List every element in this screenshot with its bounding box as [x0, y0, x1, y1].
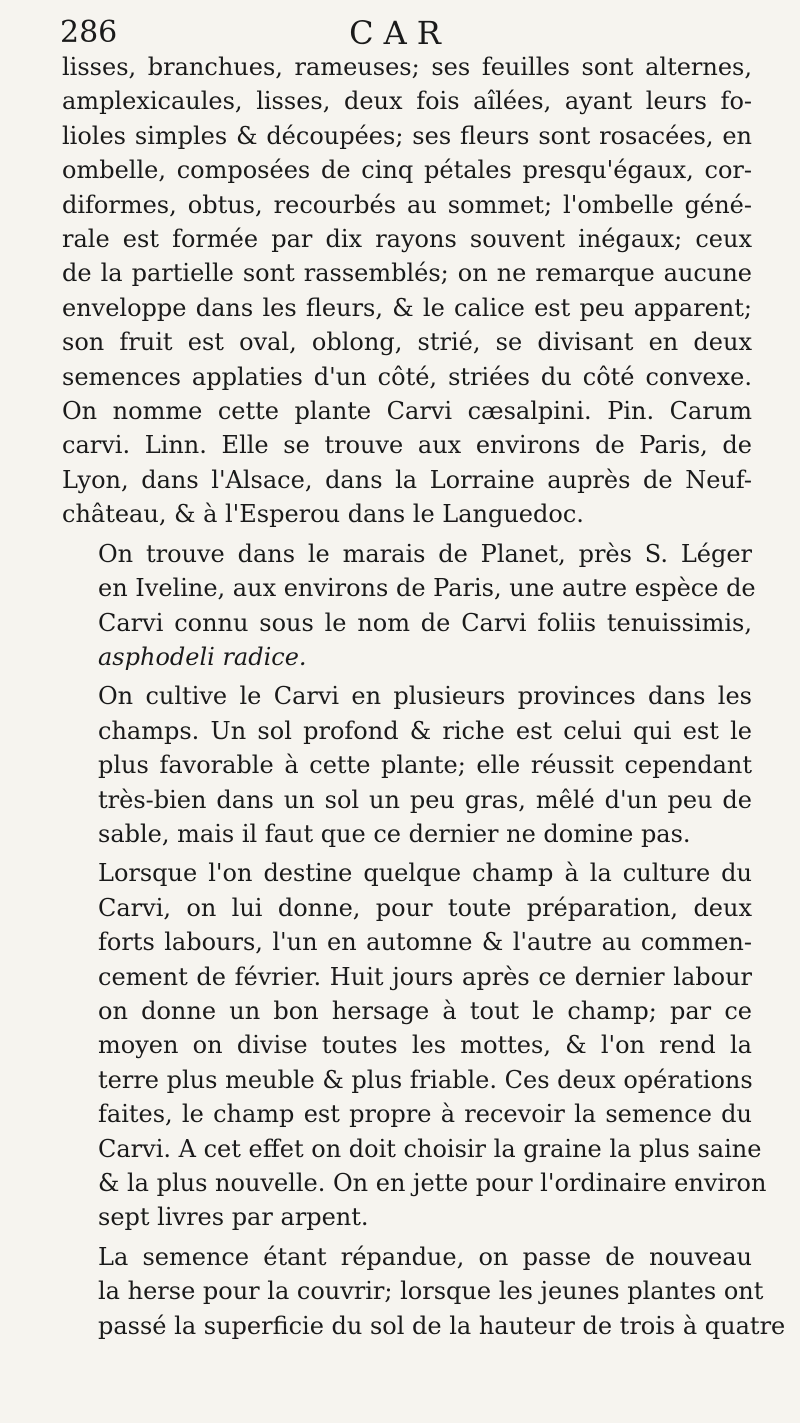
text-line: terre plus meuble & plus friable. Ces deux opérations: [98, 1065, 753, 1094]
text-line: plus favorable à cette plante; elle réussit cependant: [98, 751, 752, 780]
text-line: On nomme cette plante Carvi cæsalpini. Pin. Carum: [62, 397, 752, 426]
text-line: en Iveline, aux environs de Paris, une autre espèce de: [98, 574, 756, 603]
text-line: sable, mais il faut que ce dernier ne domine pas.: [98, 819, 691, 848]
page-number: 286: [60, 15, 118, 50]
text-line: diformes, obtus, recourbés au sommet; l'ombelle géné-: [62, 190, 752, 219]
text-line: Carvi, on lui donne, pour toute préparation, deux: [98, 893, 752, 922]
text-line: Lyon, dans l'Alsace, dans la Lorraine auprès de Neuf-: [62, 465, 752, 494]
paragraph-1: [62, 50, 752, 532]
running-head: CAR: [349, 14, 451, 52]
text-line: champs. Un sol profond & riche est celui qui est le: [98, 716, 752, 745]
text-line: faites, le champ est propre à recevoir la semence du: [98, 1100, 752, 1129]
text-line: château, & à l'Esperou dans le Languedoc.: [62, 500, 584, 529]
paragraph-2: [62, 537, 756, 675]
page-header: [0, 14, 800, 54]
paragraph-5: [62, 1240, 786, 1343]
text-line: carvi. Linn. Elle se trouve aux environs de Paris, de: [62, 431, 752, 460]
text-line: forts labours, l'un en automne & l'autre au commen-: [98, 928, 752, 957]
text-line: semences applaties d'un côté, striées du côté convexe.: [62, 362, 752, 391]
text-line: amplexicaules, lisses, deux fois aîlées, ayant leurs fo-: [62, 87, 752, 116]
text-line: Carvi connu sous le nom de Carvi foliis tenuissimis,: [98, 608, 752, 637]
text-line: Carvi. A cet effet on doit choisir la graine la plus saine: [98, 1134, 762, 1163]
text-line: cement de février. Huit jours après ce dernier labour: [98, 962, 752, 991]
text-line: & la plus nouvelle. On en jette pour l'ordinaire environ: [98, 1169, 767, 1197]
text-line: très-bien dans un sol un peu gras, mêlé d'un peu de: [98, 785, 752, 814]
text-line: sept livres par arpent.: [98, 1203, 369, 1232]
text-line: lioles simples & découpées; ses fleurs sont rosacées, en: [62, 121, 752, 150]
text-line: La semence étant répandue, on passe de nouveau: [98, 1242, 752, 1271]
text-line: la herse pour la couvrir; lorsque les jeunes plantes ont: [98, 1277, 764, 1306]
text-line: ombelle, composées de cinq pétales presqu'égaux, cor-: [62, 156, 752, 185]
text-line: On trouve dans le marais de Planet, près S. Léger: [98, 539, 752, 568]
text-line: son fruit est oval, oblong, strié, se divisant en deux: [62, 328, 752, 357]
text-line: enveloppe dans les fleurs, & le calice est peu apparent;: [62, 293, 752, 322]
text-line: On cultive le Carvi en plusieurs provinces dans les: [98, 682, 752, 711]
text-line: Lorsque l'on destine quelque champ à la culture du: [98, 859, 752, 888]
text-line: on donne un bon hersage à tout le champ; par ce: [98, 996, 752, 1025]
text-line: rale est formée par dix rayons souvent inégaux; ceux: [62, 225, 752, 254]
text-line: de la partielle sont rassemblés; on ne remarque aucune: [62, 259, 752, 288]
paragraph-4: [62, 856, 767, 1234]
paragraph-3: [62, 679, 752, 851]
text-line: lisses, branchues, rameuses; ses feuilles sont alternes,: [62, 53, 752, 81]
text-line: passé la superficie du sol de la hauteur de trois à quatre: [98, 1311, 786, 1340]
text-line: asphodeli radice.: [98, 642, 307, 671]
text-line: moyen on divise toutes les mottes, & l'on rend la: [98, 1031, 752, 1060]
body-text: [62, 50, 786, 1343]
